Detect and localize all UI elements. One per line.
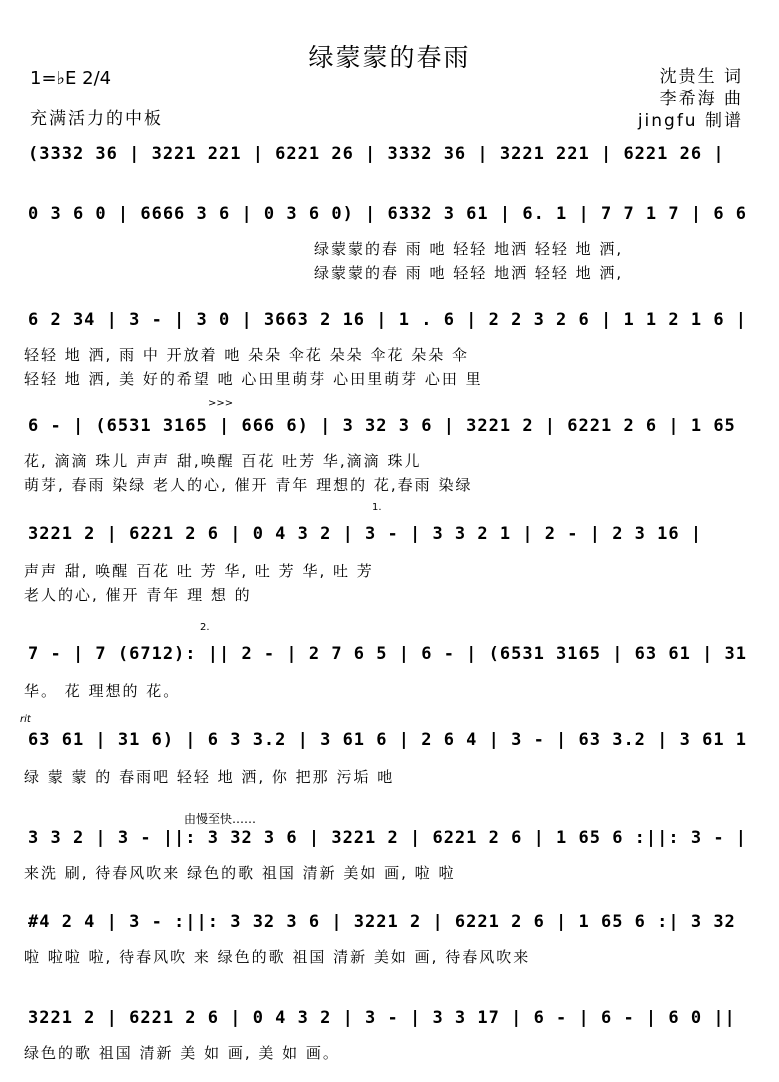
lyric-verse-1: 轻轻 地 洒, 雨 中 开放着 吔 朵朵 伞花 朵朵 伞花 朵朵 伞 xyxy=(24,346,469,364)
notation-line: 0 3 6 0 | 6666 3 6 | 0 3 6 0) | 6332 3 61 | 6. 1 | 7 7 1 7 | 6 6 xyxy=(28,204,748,224)
notation-line: 63 61 | 31 6) | 6 3 3.2 | 3 61 6 | 2 6 4 | 3 - | 63 3.2 | 3 61 1 xyxy=(28,730,748,750)
notation-line: 3221 2 | 6221 2 6 | 0 4 3 2 | 3 - | 3 3 2 1 | 2 - | 2 3 16 | xyxy=(28,524,703,544)
notation-line: (3332 36 | 3221 221 | 6221 26 | 3332 36 | 3221 221 | 6221 26 | xyxy=(28,144,725,164)
transcriber-credit: jingfu 制谱 xyxy=(637,111,743,131)
lyric-verse-1: 来洗 刷, 待春风吹来 绿色的歌 祖国 清新 美如 画, 啦 啦 xyxy=(24,864,456,882)
page-title: 绿蒙蒙的春雨 xyxy=(308,43,471,72)
rit-marking: rit xyxy=(20,714,31,725)
lyric-verse-1: 声声 甜, 唤醒 百花 吐 芳 华, 吐 芳 华, 吐 芳 xyxy=(24,562,374,580)
lyric-verse-2: 轻轻 地 洒, 美 好的希望 吔 心田里萌芽 心田里萌芽 心田 里 xyxy=(24,370,483,388)
lyric-verse-1: 绿蒙蒙的春 雨 吔 轻轻 地洒 轻轻 地 洒, xyxy=(314,240,624,258)
lyric-verse-1: 啦 啦啦 啦, 待春风吹 来 绿色的歌 祖国 清新 美如 画, 待春风吹来 xyxy=(24,948,531,966)
lyric-verse-2: 老人的心, 催开 青年 理 想 的 xyxy=(24,586,252,604)
lyric-verse-2: 萌芽, 春雨 染绿 老人的心, 催开 青年 理想的 花,春雨 染绿 xyxy=(24,476,473,494)
lyric-verse-1: 华。 花 理想的 花。 xyxy=(24,682,181,700)
volta-2-mark: 2. xyxy=(200,622,210,633)
accent-mark: >>> xyxy=(208,398,234,409)
tempo-change-marking: 由慢至快…… xyxy=(184,812,257,826)
notation-line: 3 3 2 | 3 - ||: 3 32 3 6 | 3221 2 | 6221 2 6 | 1 65 6 :||: 3 - | xyxy=(28,828,748,848)
notation-line: #4 2 4 | 3 - :||: 3 32 3 6 | 3221 2 | 6221 2 6 | 1 65 6 :| 3 32 xyxy=(28,912,736,932)
lyricist-credit: 沈贵生 词 xyxy=(659,67,743,87)
key-signature: 1=♭E 2/4 xyxy=(30,68,112,89)
lyric-verse-1: 花, 滴滴 珠儿 声声 甜,唤醒 百花 吐芳 华,滴滴 珠儿 xyxy=(24,452,422,470)
notation-line: 7 - | 7 (6712): || 2 - | 2 7 6 5 | 6 - | (6531 3165 | 63 61 | 31 xyxy=(28,644,748,664)
tempo-marking: 充满活力的中板 xyxy=(30,109,163,129)
notation-line: 6 - | (6531 3165 | 666 6) | 3 32 3 6 | 3221 2 | 6221 2 6 | 1 65 xyxy=(28,416,736,436)
composer-credit: 李希海 曲 xyxy=(659,89,743,109)
lyric-verse-2: 绿蒙蒙的春 雨 吔 轻轻 地洒 轻轻 地 洒, xyxy=(314,264,624,282)
notation-line: 6 2 34 | 3 - | 3 0 | 3663 2 16 | 1 . 6 | 2 2 3 2 6 | 1 1 2 1 6 | xyxy=(28,310,748,330)
lyric-verse-1: 绿色的歌 祖国 清新 美 如 画, 美 如 画。 xyxy=(24,1044,340,1062)
volta-1-mark: 1. xyxy=(372,502,382,513)
notation-line: 3221 2 | 6221 2 6 | 0 4 3 2 | 3 - | 3 3 17 | 6 - | 6 - | 6 0 || xyxy=(28,1008,736,1028)
lyric-verse-1: 绿 蒙 蒙 的 春雨吧 轻轻 地 洒, 你 把那 污垢 吔 xyxy=(24,768,395,786)
